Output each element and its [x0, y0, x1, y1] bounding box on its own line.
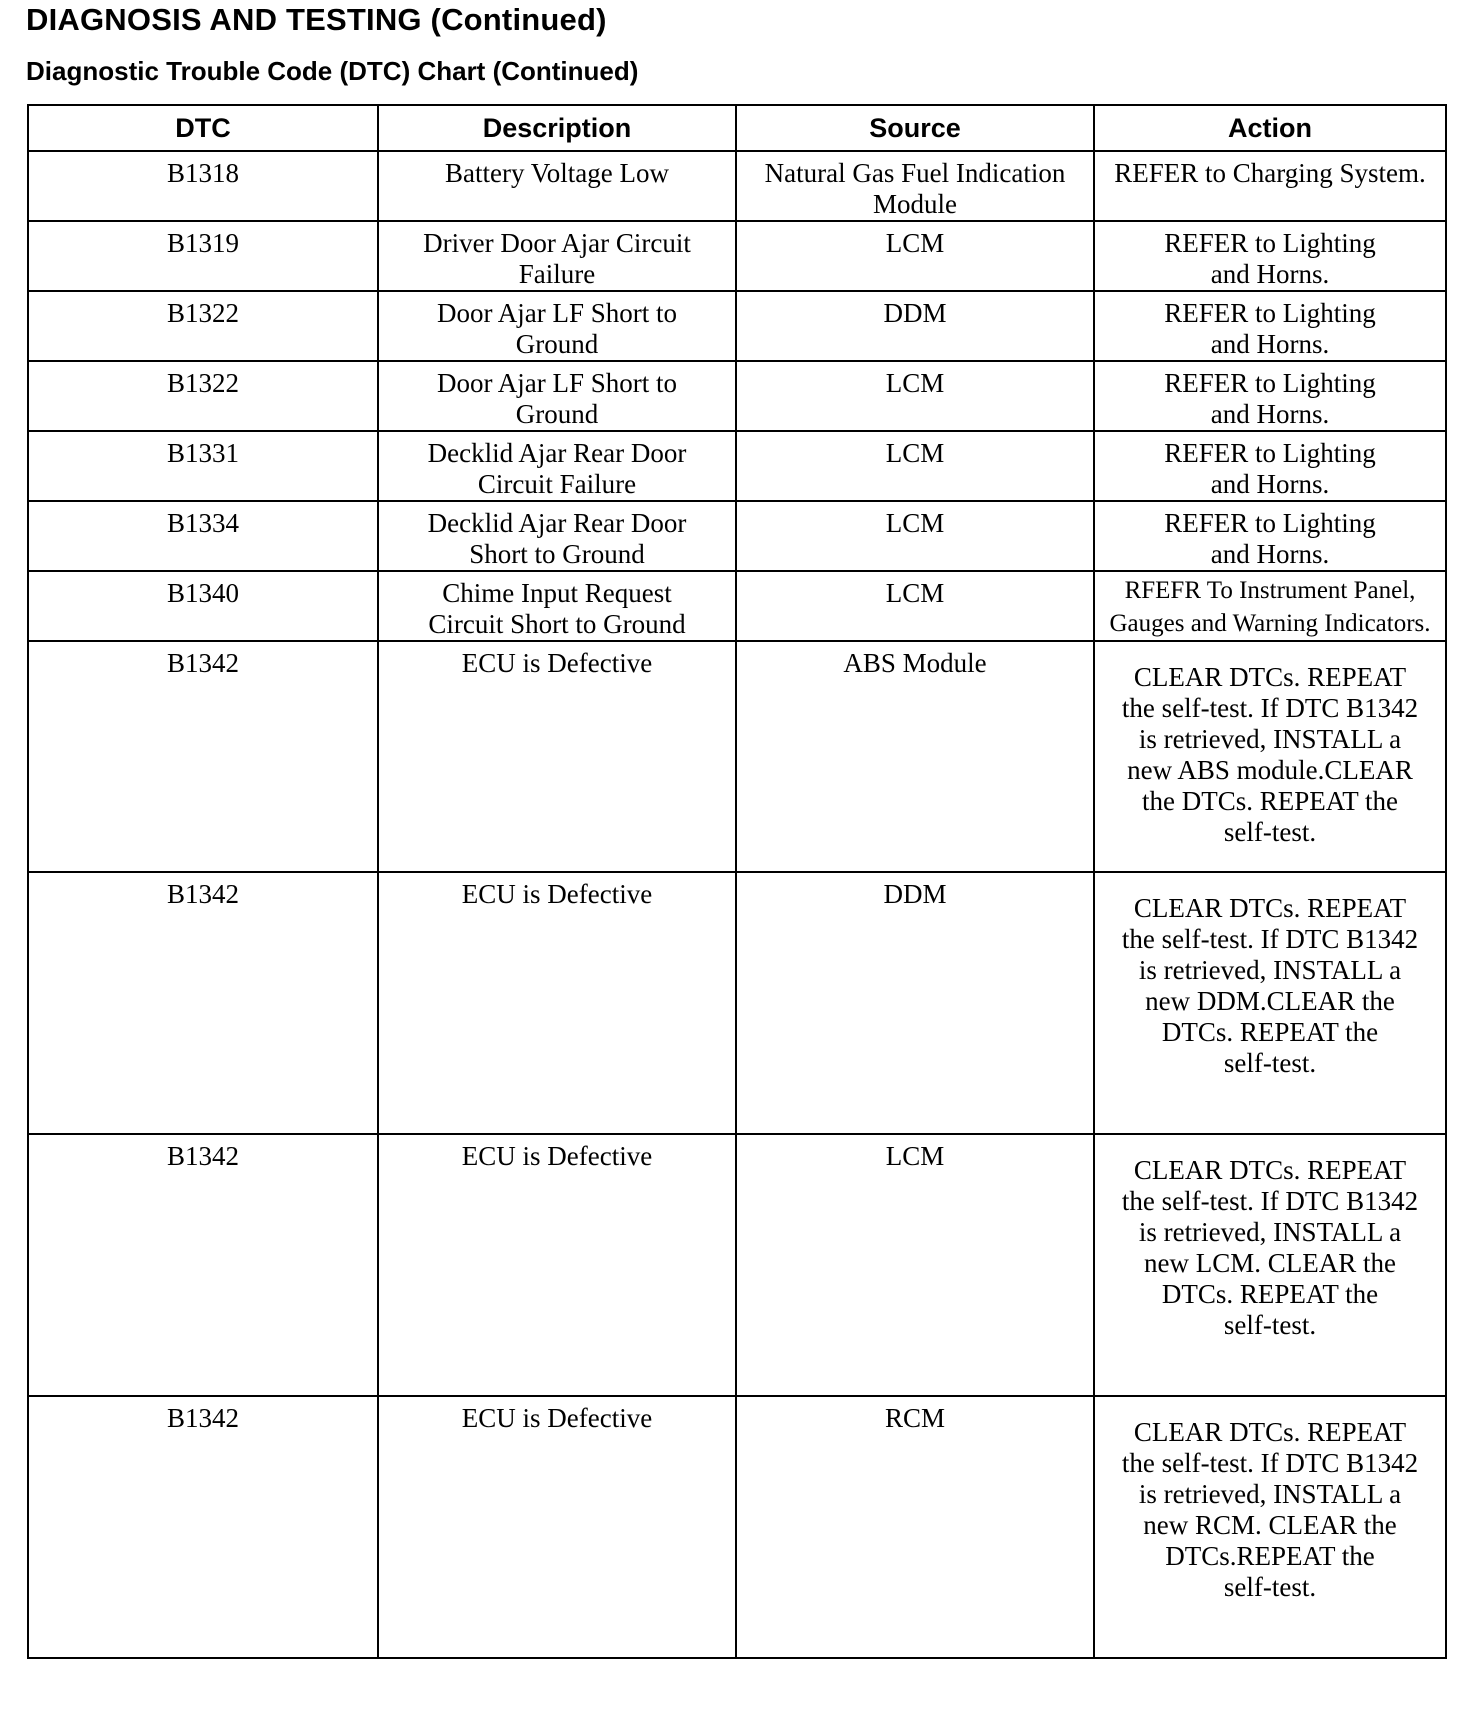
dtc-code-cell: [28, 571, 378, 641]
action-cell: [1094, 291, 1446, 361]
dtc-code: B1319: [166, 228, 239, 258]
dtc-code: B1342: [166, 1403, 239, 1433]
action-text: RFEFR To Instrument Panel, Gauges and Warning Indicators.: [1109, 577, 1431, 637]
dtc-code-cell: [28, 872, 378, 1134]
source-text: LCM: [885, 508, 945, 538]
source-cell: [736, 641, 1094, 872]
description-text: Door Ajar LF Short to Ground: [437, 368, 677, 429]
description-text: Chime Input Request Circuit Short to Ground: [428, 578, 686, 639]
action-cell: [1094, 1134, 1446, 1396]
column-header-source: Source: [736, 105, 1094, 151]
action-text: REFER to Lighting and Horns.: [1164, 298, 1376, 359]
source-text: LCM: [885, 438, 945, 468]
description-cell: [378, 641, 736, 872]
source-cell: [736, 291, 1094, 361]
dtc-code-cell: [28, 501, 378, 571]
source-cell: [736, 361, 1094, 431]
action-text: CLEAR DTCs. REPEAT the self-test. If DTC B1342 is retrieved, INSTALL a new RCM. CLEAR the DTCs.REPEAT the self-test.: [1121, 1417, 1419, 1602]
description-cell: [378, 571, 736, 641]
description-text: ECU is Defective: [461, 879, 653, 909]
dtc-code: B1331: [166, 438, 239, 468]
description-text: ECU is Defective: [461, 1403, 653, 1433]
description-text: Battery Voltage Low: [445, 158, 669, 188]
table-row: [28, 431, 1446, 501]
source-text: LCM: [885, 368, 945, 398]
source-text: Natural Gas Fuel Indication Module: [764, 158, 1066, 219]
description-cell: [378, 221, 736, 291]
table-row: [28, 872, 1446, 1134]
action-text: REFER to Lighting and Horns.: [1164, 368, 1376, 429]
source-cell: [736, 1396, 1094, 1658]
description-cell: [378, 361, 736, 431]
table-row: [28, 151, 1446, 221]
description-text: Door Ajar LF Short to Ground: [437, 298, 677, 359]
dtc-code: B1340: [166, 578, 239, 608]
source-cell: [736, 501, 1094, 571]
dtc-code-cell: [28, 361, 378, 431]
table-row: [28, 221, 1446, 291]
table-row: [28, 501, 1446, 571]
table-row: [28, 361, 1446, 431]
dtc-code-cell: [28, 641, 378, 872]
description-cell: [378, 291, 736, 361]
action-cell: [1094, 151, 1446, 221]
column-header-dtc: DTC: [28, 105, 378, 151]
dtc-code: B1342: [166, 1141, 239, 1171]
description-text: ECU is Defective: [461, 1141, 653, 1171]
source-cell: [736, 221, 1094, 291]
action-text: REFER to Charging System.: [1114, 158, 1426, 188]
table-row: [28, 291, 1446, 361]
dtc-code: B1334: [166, 508, 239, 538]
dtc-code-cell: [28, 1134, 378, 1396]
dtc-code-cell: [28, 431, 378, 501]
table-header-row: [28, 105, 1446, 151]
action-cell: [1094, 431, 1446, 501]
action-text: CLEAR DTCs. REPEAT the self-test. If DTC B1342 is retrieved, INSTALL a new LCM. CLEAR the DTCs. REPEAT the self-test.: [1121, 1155, 1419, 1340]
dtc-code: B1322: [166, 368, 239, 398]
source-text: LCM: [885, 578, 945, 608]
page-heading: DIAGNOSIS AND TESTING (Continued): [26, 2, 607, 37]
dtc-code: B1342: [166, 648, 239, 678]
table-row: [28, 571, 1446, 641]
source-cell: [736, 431, 1094, 501]
description-cell: [378, 151, 736, 221]
dtc-code: B1322: [166, 298, 239, 328]
description-text: Decklid Ajar Rear Door Circuit Failure: [427, 438, 687, 499]
dtc-code: B1318: [166, 158, 239, 188]
source-text: LCM: [885, 228, 945, 258]
action-cell: [1094, 641, 1446, 872]
description-text: Driver Door Ajar Circuit Failure: [423, 228, 691, 289]
action-text: CLEAR DTCs. REPEAT the self-test. If DTC B1342 is retrieved, INSTALL a new ABS module.CLEAR the DTCs. REPEAT the self-test.: [1121, 662, 1419, 847]
column-header-description: Description: [378, 105, 736, 151]
source-cell: [736, 571, 1094, 641]
source-text: DDM: [883, 298, 947, 328]
source-cell: [736, 1134, 1094, 1396]
action-cell: [1094, 1396, 1446, 1658]
description-cell: [378, 501, 736, 571]
description-cell: [378, 431, 736, 501]
action-cell: [1094, 501, 1446, 571]
action-cell: [1094, 571, 1446, 641]
table-row: [28, 641, 1446, 872]
action-text: REFER to Lighting and Horns.: [1164, 508, 1376, 569]
dtc-chart-table: [27, 104, 1447, 1659]
dtc-code-cell: [28, 221, 378, 291]
description-cell: [378, 1134, 736, 1396]
source-text: RCM: [884, 1403, 946, 1433]
table-title: Diagnostic Trouble Code (DTC) Chart (Continued): [26, 56, 639, 86]
action-text: CLEAR DTCs. REPEAT the self-test. If DTC B1342 is retrieved, INSTALL a new DDM.CLEAR the DTCs. REPEAT the self-test.: [1121, 893, 1419, 1078]
table-row: [28, 1134, 1446, 1396]
column-header-action: Action: [1094, 105, 1446, 151]
source-text: LCM: [885, 1141, 945, 1171]
source-text: ABS Module: [843, 648, 987, 678]
dtc-code: B1342: [166, 879, 239, 909]
description-cell: [378, 872, 736, 1134]
source-cell: [736, 872, 1094, 1134]
description-cell: [378, 1396, 736, 1658]
description-text: ECU is Defective: [461, 648, 653, 678]
action-cell: [1094, 221, 1446, 291]
action-text: REFER to Lighting and Horns.: [1164, 438, 1376, 499]
action-cell: [1094, 872, 1446, 1134]
source-text: DDM: [883, 879, 947, 909]
source-cell: [736, 151, 1094, 221]
dtc-code-cell: [28, 1396, 378, 1658]
table-row: [28, 1396, 1446, 1658]
action-cell: [1094, 361, 1446, 431]
action-text: REFER to Lighting and Horns.: [1164, 228, 1376, 289]
description-text: Decklid Ajar Rear Door Short to Ground: [427, 508, 687, 569]
dtc-code-cell: [28, 151, 378, 221]
dtc-code-cell: [28, 291, 378, 361]
